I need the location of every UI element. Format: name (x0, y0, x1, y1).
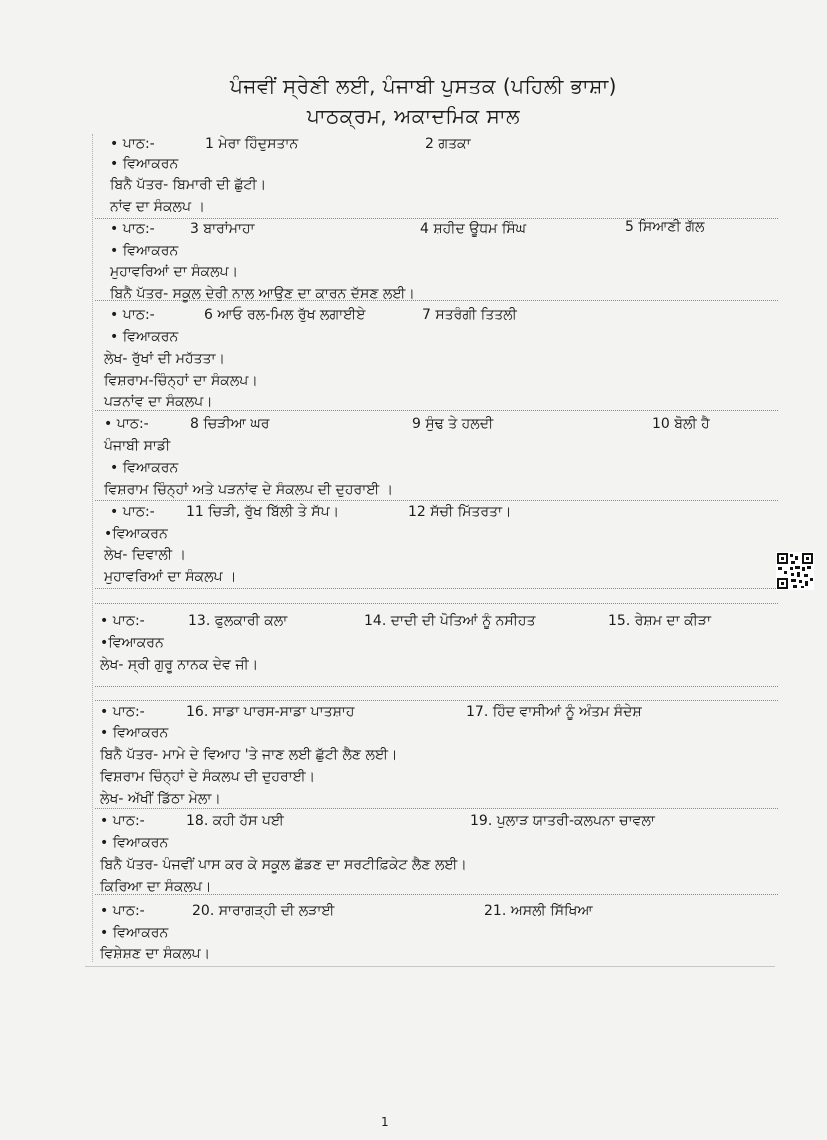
lesson-item: 20. ਸਾਰਾਗੜ੍ਹੀ ਦੀ ਲੜਾਈ (192, 903, 335, 919)
grammar-item: ਵਿਸ਼ਰਾਮ ਚਿੰਨ੍ਹਾਂ ਦੇ ਸੰਕਲਪ ਦੀ ਦੁਹਰਾਈ। (100, 769, 316, 785)
section-divider (95, 603, 778, 604)
grammar-item: ਮੁਹਾਵਰਿਆਂ ਦਾ ਸੰਕਲਪ। (110, 264, 239, 280)
section-divider (95, 686, 778, 687)
lesson-item: 14. ਦਾਦੀ ਦੀ ਪੋਤਿਆਂ ਨੂੰ ਨਸੀਹਤ (364, 613, 536, 629)
grammar-marker: •ਵਿਆਕਰਨ (100, 635, 164, 651)
left-margin-trace (92, 134, 93, 962)
grammar-item: ਪੜਨਾਂਵ ਦਾ ਸੰਕਲਪ। (104, 394, 213, 410)
page-number: 1 (381, 1115, 389, 1129)
grammar-item: ਵਿਸ਼ਰਾਮ ਚਿੰਨ੍ਹਾਂ ਅਤੇ ਪੜਨਾਂਵ ਦੇ ਸੰਕਲਪ ਦੀ ਦੁਹਰਾਈ । (104, 482, 394, 498)
section-divider (95, 500, 778, 501)
grammar-marker: • ਵਿਆਕਰਨ (100, 725, 169, 741)
lesson-item: 2 ਗਤਕਾ (425, 136, 471, 152)
grammar-item: ਬਿਨੈ ਪੱਤਰ- ਪੰਜਵੀਂ ਪਾਸ ਕਰ ਕੇ ਸਕੂਲ ਛੱਡਣ ਦਾ ਸਰਟੀਫ਼ਿਕੇਟ ਲੈਣ ਲਈ। (100, 857, 467, 873)
grammar-item: ਬਿਨੈ ਪੱਤਰ- ਮਾਮੇ ਦੇ ਵਿਆਹ 'ਤੇ ਜਾਣ ਲਈ ਛੁੱਟੀ ਲੈਣ ਲਈ। (100, 747, 398, 763)
document-subtitle: ਪਾਠਕ੍ਰਮ, ਅਕਾਦਮਿਕ ਸਾਲ (306, 104, 521, 128)
lesson-item: 15. ਰੇਸ਼ਮ ਦਾ ਕੀੜਾ (608, 613, 712, 629)
lesson-item: 1 ਮੇਰਾ ਹਿੰਦੁਸਤਾਨ (205, 136, 299, 152)
lesson-item: 12 ਸੱਚੀ ਮਿੱਤਰਤਾ। (408, 504, 512, 520)
lesson-item: 17. ਹਿੰਦ ਵਾਸੀਆਂ ਨੂੰ ਅੰਤਮ ਸੰਦੇਸ਼ (466, 704, 642, 720)
lesson-item: 7 ਸਤਰੰਗੀ ਤਿਤਲੀ (422, 307, 517, 323)
grammar-item: ਨਾਂਵ ਦਾ ਸੰਕਲਪ । (110, 199, 205, 215)
grammar-item: ਲੇਖ- ਸ੍ਰੀ ਗੁਰੂ ਨਾਨਕ ਦੇਵ ਜੀ। (100, 657, 259, 673)
lesson-marker: • ਪਾਠ:- (110, 221, 155, 237)
lesson-item: 21. ਅਸਲੀ ਸਿੱਖਿਆ (484, 903, 593, 919)
grammar-marker: •ਵਿਆਕਰਨ (104, 526, 168, 542)
lesson-item: 8 ਚਿੜੀਆ ਘਰ (190, 416, 270, 432)
lesson-item: 6 ਆਓ ਰਲ-ਮਿਲ ਰੁੱਖ ਲਗਾਈਏ (204, 307, 366, 323)
grammar-item: ਬਿਨੈ ਪੱਤਰ- ਬਿਮਾਰੀ ਦੀ ਛੁੱਟੀ। (110, 177, 267, 193)
document-title: ਪੰਜਵੀਂ ਸ੍ਰੇਣੀ ਲਈ, ਪੰਜਾਬੀ ਪੁਸਤਕ (ਪਹਿਲੀ ਭਾਸ਼ਾ) (230, 74, 617, 98)
lesson-marker: • ਪਾਠ:- (100, 903, 145, 919)
grammar-marker: • ਵਿਆਕਰਨ (100, 835, 169, 851)
lesson-item-continued: ਪੰਜਾਬੀ ਸਾਡੀ (104, 438, 171, 454)
section-divider (95, 808, 778, 809)
lesson-marker: • ਪਾਠ:- (110, 136, 155, 152)
grammar-item: ਕਿਰਿਆ ਦਾ ਸੰਕਲਪ। (100, 879, 212, 895)
grammar-marker: • ਵਿਆਕਰਨ (110, 460, 179, 476)
grammar-item: ਵਿਸ਼ੇਸ਼ਣ ਦਾ ਸੰਕਲਪ। (100, 946, 211, 962)
lesson-item: 10 ਬੋਲੀ ਹੈ (652, 416, 710, 432)
lesson-item: 9 ਸੁੰਢ ਤੇ ਹਲਦੀ (412, 416, 494, 432)
lesson-item: 3 ਬਾਰਾਂਮਾਹਾ (190, 221, 255, 237)
grammar-item: ਲੇਖ- ਅੱਖੀਂ ਡਿੱਠਾ ਮੇਲਾ। (100, 791, 221, 807)
lesson-marker: • ਪਾਠ:- (100, 813, 145, 829)
grammar-item: ਬਿਨੈ ਪੱਤਰ- ਸਕੂਲ ਦੇਰੀ ਨਾਲ ਆਉਣ ਦਾ ਕਾਰਨ ਦੱਸਣ ਲਈ। (110, 286, 415, 302)
lesson-marker: • ਪਾਠ:- (110, 504, 155, 520)
lesson-item: 16. ਸਾਡਾ ਪਾਰਸ-ਸਾਡਾ ਪਾਤਸ਼ਾਹ (186, 704, 355, 720)
lesson-marker: • ਪਾਠ:- (104, 416, 149, 432)
section-divider (95, 700, 778, 701)
grammar-item: ਲੇਖ- ਰੁੱਖਾਂ ਦੀ ਮਹੱਤਤਾ। (104, 351, 225, 367)
section-divider (95, 588, 778, 589)
lesson-item: 11 ਚਿੜੀ, ਰੁੱਖ ਬਿੱਲੀ ਤੇ ਸੱਪ। (186, 504, 340, 520)
grammar-marker: • ਵਿਆਕਰਨ (110, 243, 179, 259)
grammar-marker: • ਵਿਆਕਰਨ (110, 329, 179, 345)
lesson-marker: • ਪਾਠ:- (100, 704, 145, 720)
lesson-item: 5 ਸਿਆਣੀ ਗੱਲ (625, 219, 705, 235)
lesson-marker: • ਪਾਠ:- (100, 613, 145, 629)
lesson-item: 4 ਸ਼ਹੀਦ ਊਧਮ ਸਿੰਘ (420, 221, 527, 237)
grammar-item: ਮੁਹਾਵਰਿਆਂ ਦਾ ਸੰਕਲਪ । (104, 569, 237, 585)
bottom-rule (85, 966, 775, 967)
lesson-item: 13. ਫੁਲਕਾਰੀ ਕਲਾ (188, 613, 288, 629)
grammar-marker: • ਵਿਆਕਰਨ (100, 925, 169, 941)
grammar-item: ਲੇਖ- ਦਿਵਾਲੀ । (104, 547, 186, 563)
lesson-item: 19. ਪੁਲਾੜ ਯਾਤਰੀ-ਕਲਪਨਾ ਚਾਵਲਾ (470, 813, 655, 829)
qr-code-icon (776, 552, 814, 590)
lesson-marker: • ਪਾਠ:- (110, 307, 155, 323)
grammar-item: ਵਿਸ਼ਰਾਮ-ਚਿੰਨ੍ਹਾਂ ਦਾ ਸੰਕਲਪ। (104, 373, 258, 389)
lesson-item: 18. ਕਹੀ ਹੱਸ ਪਈ (186, 813, 284, 829)
grammar-marker: • ਵਿਆਕਰਨ (110, 156, 179, 172)
